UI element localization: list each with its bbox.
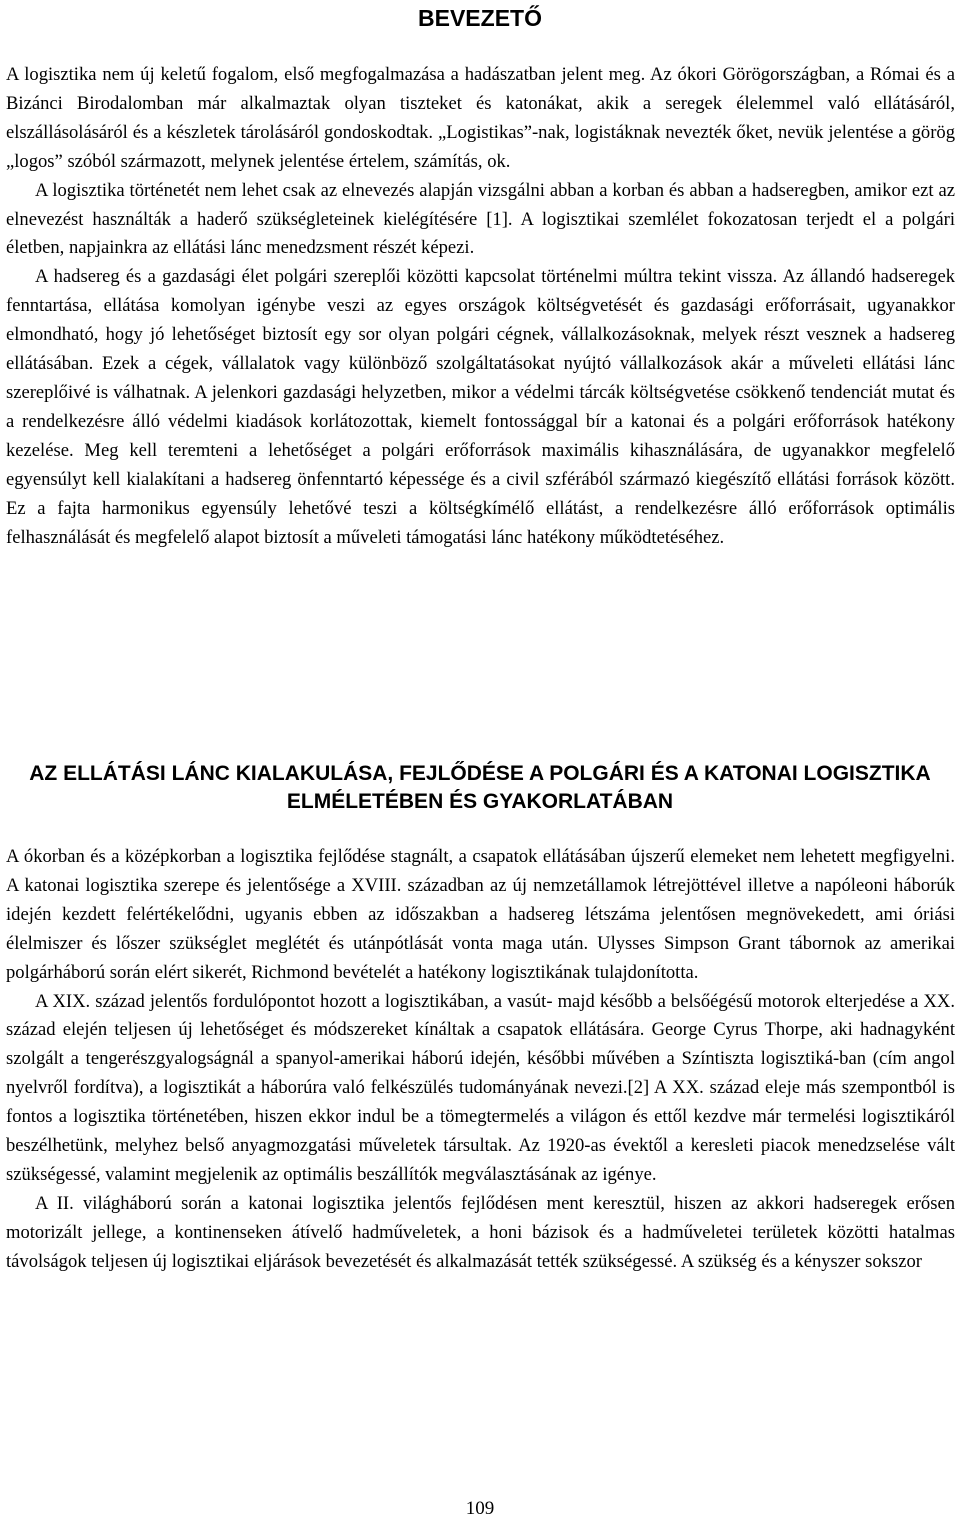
intro-heading: BEVEZETŐ	[418, 5, 542, 31]
page-number: 109	[465, 1498, 495, 1519]
intro-paragraph-1: A logisztika nem új keletű fogalom, első megfogalmazása a hadászatban jelent meg. Az ókori Görögországban, a Római és a Bizánci Birodalomban már alkalmaztak olyan tiszteket és katonákat, akik a seregek élelemmel való ellátásáról, elszállásolásáról és a készletek tárolásáról gondoskodtak. „Logistikas”-nak, logistáknak nevezték őket, nevük jelentése a görög „logos” szóból származott, melynek jelentése értelem, számítás, ok.	[6, 64, 955, 172]
section-heading: AZ ELLÁTÁSI LÁNC KIALAKULÁSA, FEJLŐDÉSE A POLGÁRI ÉS A KATONAI LOGISZTIKA ELMÉLETÉBEN ÉS GYAKORLATÁBAN	[29, 762, 931, 813]
intro-paragraph-3: A hadsereg és a gazdasági élet polgári szereplői közötti kapcsolat történelmi múltra tekint vissza. Az állandó hadseregek fenntartása, ellátása komolyan igénybe veszi az egyes országok költségvetését és gazdasági erőforrásait, ugyanakkor elmondható, hogy jó lehetőséget biztosít egy sor olyan polgári cégnek, vállalkozásoknak, melyek részt vesznek a hadsereg ellátásában. Ezek a cégek, vállalatok vagy különböző szolgáltatásokat nyújtó vállalkozások akár a műveleti ellátási lánc szereplőivé is válhatnak. A jelenkori gazdasági helyzetben, mikor a védelmi tárcák költségvetése csökkenő tendenciát mutat és a rendelkezésre álló védelmi kiadások korlátozottak, kiemelt fontossággal bír a katonai és a polgári erőforrások hatékony kezelése. Meg kell teremteni a lehetőséget a polgári erőforrások maximális kihasználására, de ugyanakkor megfelelő egyensúlyt kell kialakítani a hadsereg önfenntartó képessége és a civil szférából származó kiegészítő ellátási források között. Ez a fajta harmonikus egyensúly lehetővé teszi a költségkímélő ellátást, a rendelkezésre álló erőforrások optimális felhasználását és megfelelő alapot biztosít a műveleti támogatási lánc hatékony működtetéséhez.	[6, 266, 955, 548]
section-paragraph-3: A II. világháború során a katonai logisztika jelentős fejlődésen ment keresztül, hiszen az akkori hadseregek erősen motorizált jellege, a kontinenseken átívelő hadműveletek, a honi bázisok és a hadműveletei területek közötti hatalmas távolságok teljesen új logisztikai eljárások bevezetését és alkalmazását tették szükségessé. A szükség és a kényszer sokszor	[6, 1192, 955, 1272]
intro-paragraph-2: A logisztika történetét nem lehet csak az elnevezés alapján vizsgálni abban a korban és abban a hadseregben, amikor ezt az elnevezést használták a haderő szükségleteinek kielégítésére [1]. A logisztikai szemlélet fokozatosan terjedt el a polgári életben, napjainkra az ellátási lánc menedzsment részét képezi.	[6, 179, 955, 259]
section-paragraph-1: A ókorban és a középkorban a logisztika fejlődése stagnált, a csapatok ellátásában újszerű elemeket nem lehetett megfigyelni. A katonai logisztika szerepe és jelentősége a XVIII. században az új nemzetállamok létrejöttével illetve a napóleoni háborúk idején kezdett felértékelődni, ugyanis ebben az időszakban a hadsereg létszáma jelentősen megnövekedett, ami óriási élelmiszer és lőszer szükséglet meglétét és utánpótlását vonta maga után. Ulysses Simpson Grant tábornok az amerikai polgárháború során elért sikerét, Richmond bevételét a hatékony logisztikának tulajdonította.	[6, 846, 955, 983]
section-body	[6, 843, 955, 1277]
section-paragraph-2: A XIX. század jelentős fordulópontot hozott a logisztikában, a vasút- majd később a belsőégésű motorok elterjedése a XX. század elején teljesen új lehetőséget és módszereket kínáltak a csapatok ellátására. George Cyrus Thorpe, aki hadnagyként szolgált a tengerészgyalogságnál a spanyol-amerikai háború idején, későbbi művében a Színtiszta logisztiká-ban (cím angol nyelvről fordítva), a logisztikát a háborúra való felkészülés tudományának nevezi.[2] A XX. század eleje más szempontból is fontos a logisztika történetében, hiszen ekkor indul be a tömegtermelés a világon és ettől kezdve már termelési logisztikáról beszélhetünk, melyhez belső anyagmozgatási műveletek társultak. Az 1920-as évektől a keresleti piacok menedzselése vált szükségessé, valamint megjelenik az optimális beszállítók megválasztásának az igénye.	[6, 990, 955, 1185]
intro-body	[6, 61, 955, 552]
